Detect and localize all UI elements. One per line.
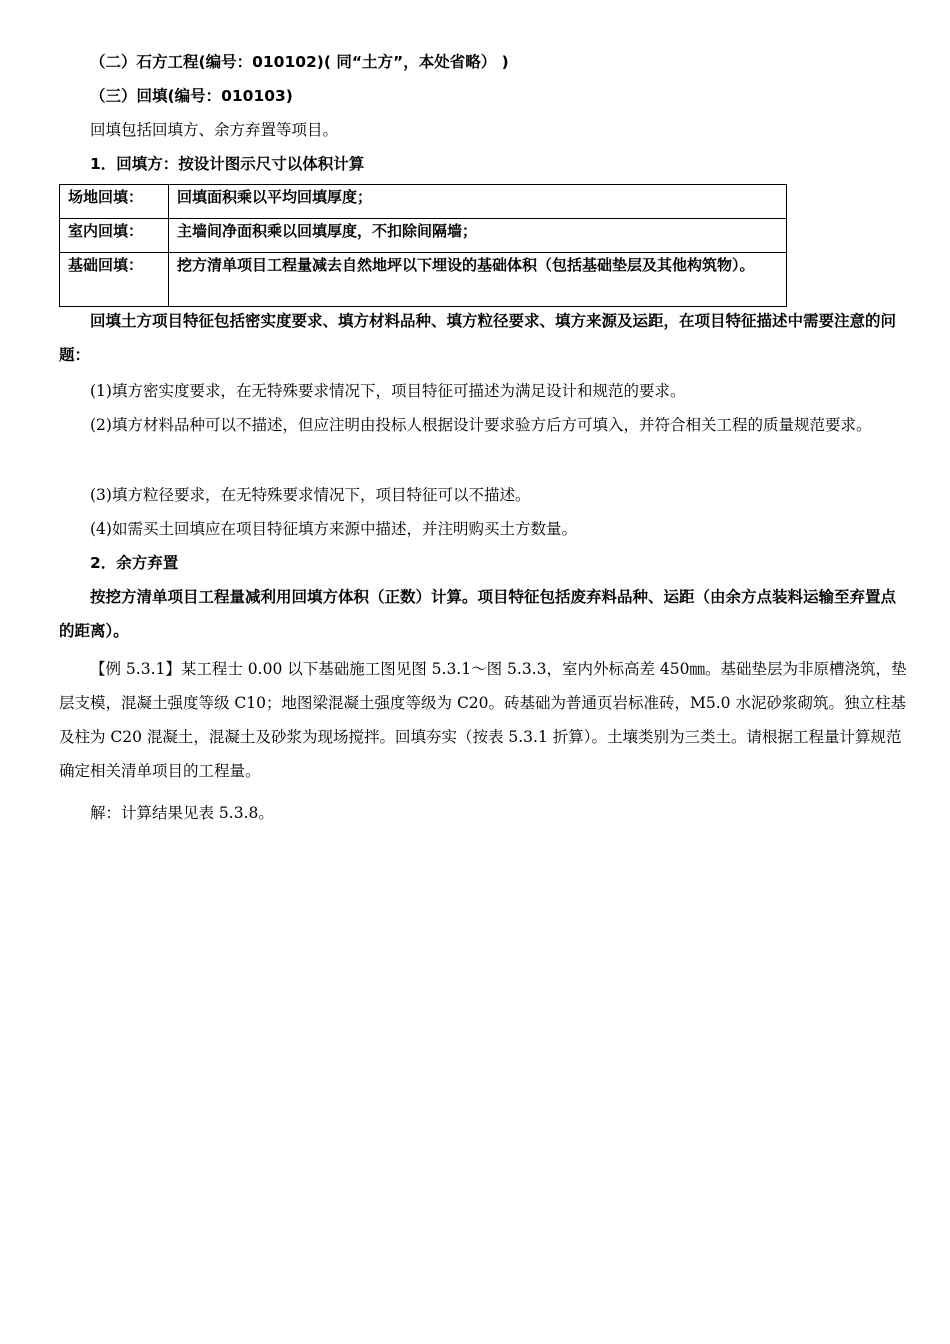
table-row bbox=[60, 219, 787, 253]
table-cell-name: 基础回填： bbox=[60, 253, 169, 307]
note-item: (1)填方密实度要求，在无特殊要求情况下，项目特征可描述为满足设计和规范的要求。 bbox=[90, 382, 686, 400]
table-cell-rule: 挖方清单项目工程量减去自然地坪以下埋设的基础体积（包括基础垫层及其他构筑物）。 bbox=[169, 253, 787, 307]
solution-line: 解：计算结果见表 5.3.8。 bbox=[90, 804, 274, 822]
section-1-title: 1．回填方：按设计图示尺寸以体积计算 bbox=[90, 155, 365, 173]
heading-backfill: （三）回填(编号：010103) bbox=[90, 87, 293, 105]
table-cell-rule: 回填面积乘以平均回填厚度； bbox=[169, 185, 787, 219]
table-row bbox=[60, 253, 787, 307]
table-cell-name: 场地回填： bbox=[60, 185, 169, 219]
table-row bbox=[60, 185, 787, 219]
example-paragraph: 【例 5.3.1】某工程士 0.00 以下基础施工图见图 5.3.1～图 5.3.3，室内外标高差 450㎜。基础垫层为非原槽浇筑，垫层支模，混凝土强度等级 C10；地图梁混凝土强度等级为 C20。砖基础为普通页岩标准砖，M5.0 水泥砂浆砌筑。独立柱基及柱为 C20 混凝土，混凝土及砂浆为现场搅拌。回填夯实（按表 5.3.1 折算）。土壤类别为三类土。请根据工程量计算规范确定相关清单项目的工程量。 bbox=[59, 660, 907, 780]
note-item: (2)填方材料品种可以不描述，但应注明由投标人根据设计要求验方后方可填入，并符合相关工程的质量规范要求。 bbox=[90, 416, 872, 434]
intro-paragraph: 回填包括回填方、余方弃置等项目。 bbox=[90, 121, 339, 139]
backfill-rules-table bbox=[59, 184, 787, 307]
heading-stone-works: （二）石方工程(编号：010102)( 同“土方”，本处省略） ) bbox=[90, 53, 509, 71]
section-2-paragraph: 按挖方清单项目工程量减利用回填方体积（正数）计算。项目特征包括废弃料品种、运距（由余方点装料运输至弃置点的距离）。 bbox=[59, 588, 897, 640]
table-cell-rule: 主墙间净面积乘以回填厚度，不扣除间隔墙； bbox=[169, 219, 787, 253]
features-paragraph: 回填土方项目特征包括密实度要求、填方材料品种、填方粒径要求、填方来源及运距，在项目特征描述中需要注意的问题： bbox=[59, 312, 897, 364]
table-cell-name: 室内回填： bbox=[60, 219, 169, 253]
note-item: (4)如需买土回填应在项目特征填方来源中描述，并注明购买土方数量。 bbox=[90, 520, 577, 538]
note-item: (3)填方粒径要求，在无特殊要求情况下，项目特征可以不描述。 bbox=[90, 486, 531, 504]
section-2-title: 2．余方弃置 bbox=[90, 554, 179, 572]
